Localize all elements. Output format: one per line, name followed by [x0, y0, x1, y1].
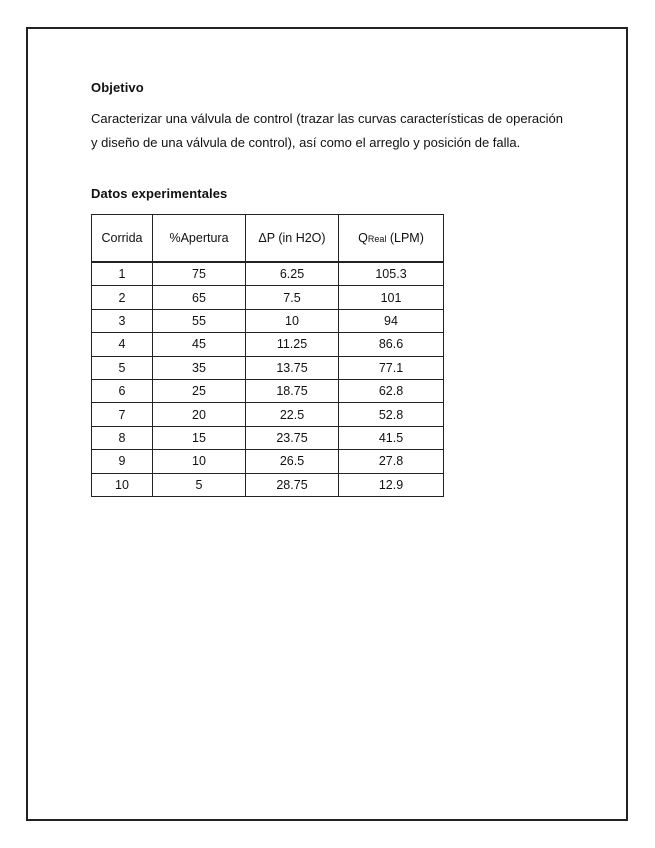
- table-row: [92, 333, 444, 356]
- table-row: [92, 426, 444, 449]
- header-apertura: %Apertura: [153, 215, 246, 263]
- cell-delta-p: 13.75: [246, 356, 339, 379]
- header-q-symbol: Q: [358, 231, 368, 245]
- cell-q-real: 12.9: [339, 473, 444, 496]
- cell-apertura: 45: [153, 333, 246, 356]
- cell-apertura: 5: [153, 473, 246, 496]
- table-row: [92, 450, 444, 473]
- cell-q-real: 41.5: [339, 426, 444, 449]
- cell-delta-p: 18.75: [246, 379, 339, 402]
- cell-delta-p: 22.5: [246, 403, 339, 426]
- experimental-data-table: [91, 214, 444, 497]
- header-delta-p: ΔP (in H2O): [246, 215, 339, 263]
- cell-corrida: 3: [92, 309, 153, 332]
- cell-q-real: 52.8: [339, 403, 444, 426]
- cell-q-real: 77.1: [339, 356, 444, 379]
- header-q-real: [339, 215, 444, 263]
- table-header-row: [92, 215, 444, 263]
- table-row: [92, 379, 444, 402]
- cell-delta-p: 11.25: [246, 333, 339, 356]
- cell-q-real: 105.3: [339, 262, 444, 286]
- cell-apertura: 55: [153, 309, 246, 332]
- cell-corrida: 6: [92, 379, 153, 402]
- cell-corrida: 8: [92, 426, 153, 449]
- cell-delta-p: 23.75: [246, 426, 339, 449]
- cell-corrida: 4: [92, 333, 153, 356]
- header-q-unit: (LPM): [386, 231, 424, 245]
- cell-corrida: 7: [92, 403, 153, 426]
- cell-q-real: 86.6: [339, 333, 444, 356]
- cell-apertura: 10: [153, 450, 246, 473]
- table-row: [92, 356, 444, 379]
- cell-q-real: 27.8: [339, 450, 444, 473]
- cell-apertura: 20: [153, 403, 246, 426]
- table-row: [92, 403, 444, 426]
- cell-apertura: 25: [153, 379, 246, 402]
- table-row: [92, 262, 444, 286]
- cell-apertura: 35: [153, 356, 246, 379]
- cell-q-real: 94: [339, 309, 444, 332]
- cell-apertura: 15: [153, 426, 246, 449]
- cell-q-real: 62.8: [339, 379, 444, 402]
- table-row: [92, 473, 444, 496]
- cell-delta-p: 6.25: [246, 262, 339, 286]
- header-corrida: Corrida: [92, 215, 153, 263]
- heading-objetivo: Objetivo: [91, 80, 144, 95]
- cell-corrida: 2: [92, 286, 153, 309]
- cell-corrida: 1: [92, 262, 153, 286]
- table-row: [92, 309, 444, 332]
- header-q-subscript: Real: [367, 234, 387, 244]
- heading-datos-experimentales: Datos experimentales: [91, 186, 228, 201]
- objective-paragraph: Caracterizar una válvula de control (trazar las curvas características de operación y diseño de una válvula de control), así como el arreglo y posición de falla.: [91, 111, 563, 150]
- cell-apertura: 75: [153, 262, 246, 286]
- cell-delta-p: 10: [246, 309, 339, 332]
- cell-corrida: 10: [92, 473, 153, 496]
- cell-apertura: 65: [153, 286, 246, 309]
- cell-delta-p: 26.5: [246, 450, 339, 473]
- cell-q-real: 101: [339, 286, 444, 309]
- table-row: [92, 286, 444, 309]
- cell-delta-p: 28.75: [246, 473, 339, 496]
- cell-corrida: 5: [92, 356, 153, 379]
- cell-corrida: 9: [92, 450, 153, 473]
- cell-delta-p: 7.5: [246, 286, 339, 309]
